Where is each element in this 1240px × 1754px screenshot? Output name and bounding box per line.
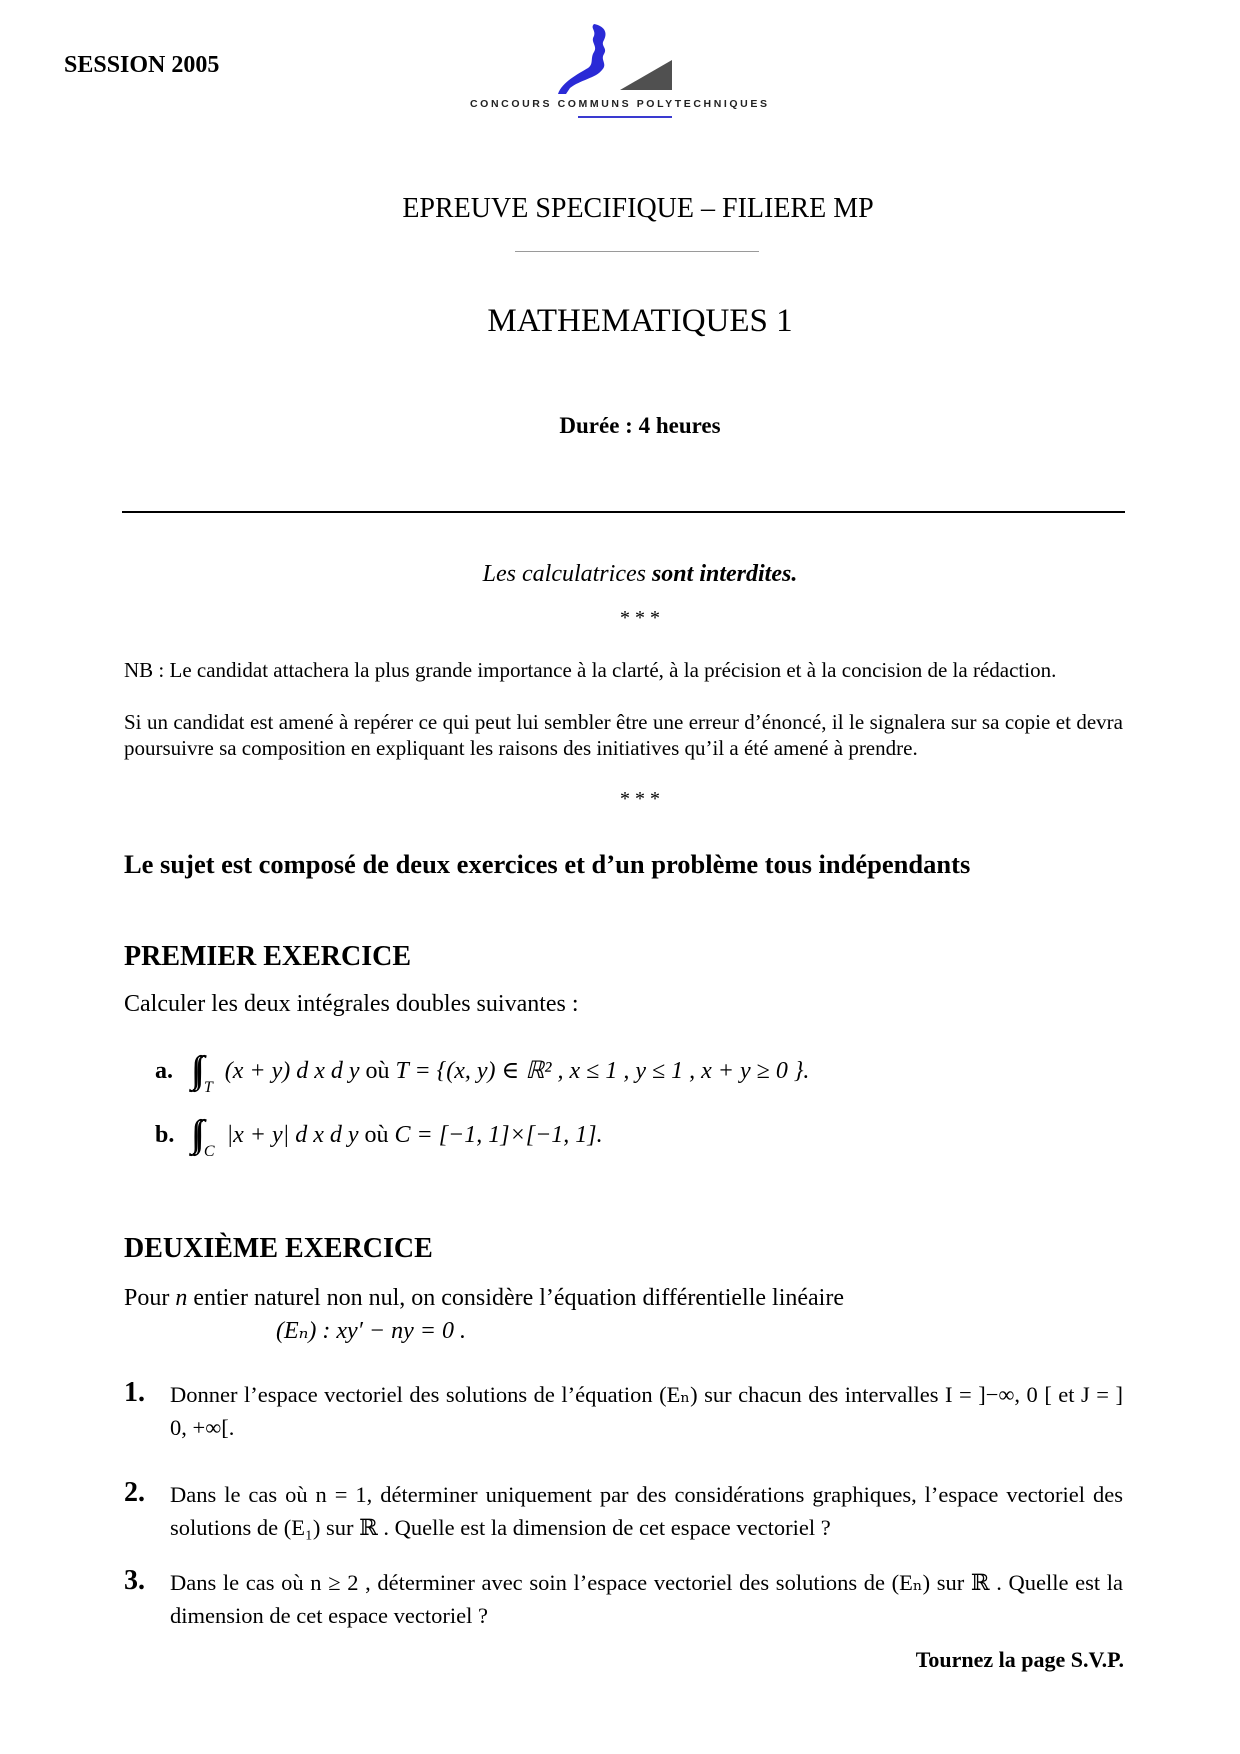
logo-text: CONCOURS COMMUNS POLYTECHNIQUES [470, 98, 770, 110]
item-label-a: a. [155, 1058, 173, 1084]
ccp-logo [462, 18, 782, 128]
domain-t: T [203, 1079, 213, 1096]
stars-separator: * * * [620, 607, 660, 629]
integral-b [155, 1108, 603, 1160]
nb-paragraph: NB : Le candidat attachera la plus grande importance à la clarté, à la précision et à la concision de la rédaction. [124, 658, 1057, 682]
header-divider [122, 511, 1125, 513]
calc-forbidden: sont interdites. [651, 561, 798, 587]
exercise-2-intro [124, 1285, 844, 1312]
calculator-notice [0, 561, 1240, 588]
integral-a [155, 1044, 810, 1096]
subject-title: MATHEMATIQUES 1 [487, 303, 793, 339]
question-1-number: 1. [124, 1377, 145, 1408]
where-b: où [358, 1122, 395, 1148]
intro-before: Pour [124, 1285, 176, 1311]
stars-separator-2: * * * [620, 788, 660, 810]
question-2-number: 2. [124, 1477, 145, 1508]
double-integral-icon: ∫∫ [191, 1049, 198, 1091]
error-paragraph: Si un candidat est amené à repérer ce qui peut lui sembler être une erreur d’énoncé, il le signalera sur sa copie et devra poursuivre sa composition en expliquant les raisons des initiatives qu’il a été amené à prendre. [124, 710, 1123, 760]
exercise-1-heading: PREMIER EXERCICE [124, 941, 412, 972]
item-label-b: b. [155, 1122, 175, 1148]
session-label: SESSION 2005 [64, 52, 220, 78]
ccp-logo-icon [462, 18, 782, 98]
exercise-1-text: Calculer les deux intégrales doubles suivantes : [124, 991, 579, 1017]
where-a: où [359, 1058, 396, 1084]
duration: Durée : 4 heures [559, 413, 721, 438]
double-integral-icon: ∫∫ [191, 1113, 198, 1155]
epreuve-title: EPREUVE SPECIFIQUE – FILIERE MP [402, 193, 874, 224]
question-2-text: Dans le cas où n = 1, déterminer uniquement par des considérations graphiques, l’espace vectoriel des solutions de (E₁) sur ℝ . Quelle est la dimension de cet espace vectoriel ? [170, 1482, 1123, 1540]
exercise-2-heading: DEUXIÈME EXERCICE [124, 1233, 433, 1264]
question-3 [124, 1566, 1123, 1632]
domain-def-b: C = [−1, 1]×[−1, 1]. [394, 1122, 603, 1148]
intro-var: n [175, 1285, 188, 1311]
domain-def-a: T = {(x, y) ∈ ℝ² , x ≤ 1 , y ≤ 1 , x + y ≥ 0 }. [395, 1058, 810, 1084]
integrand-a: (x + y) d x d y [224, 1058, 360, 1084]
differential-equation [276, 1316, 466, 1345]
domain-c: C [203, 1143, 215, 1160]
subject-intro: Le sujet est composé de deux exercices et d’un problème tous indépendants [124, 849, 971, 879]
integrand-b: |x + y| d x d y [226, 1122, 359, 1148]
question-1-text: Donner l’espace vectoriel des solutions de l’équation (Eₙ) sur chacun des intervalles I = ]−∞, 0 [ et J = ] 0, +∞[. [170, 1382, 1123, 1440]
logo-underline [578, 116, 672, 118]
equation-text: (Eₙ) : xy′ − ny = 0 . [276, 1318, 466, 1344]
question-3-number: 3. [124, 1565, 145, 1596]
calc-prefix: Les calculatrices [482, 561, 652, 587]
question-3-text: Dans le cas où n ≥ 2 , déterminer avec soin l’espace vectoriel des solutions de (Eₙ) sur ℝ . Quelle est la dimension de cet espace vectoriel ? [170, 1570, 1123, 1628]
question-1 [124, 1378, 1123, 1444]
intro-after: entier naturel non nul, on considère l’équation différentielle linéaire [187, 1285, 844, 1311]
short-divider [515, 251, 759, 252]
question-2 [124, 1478, 1123, 1544]
turn-page-note: Tournez la page S.V.P. [915, 1647, 1124, 1672]
